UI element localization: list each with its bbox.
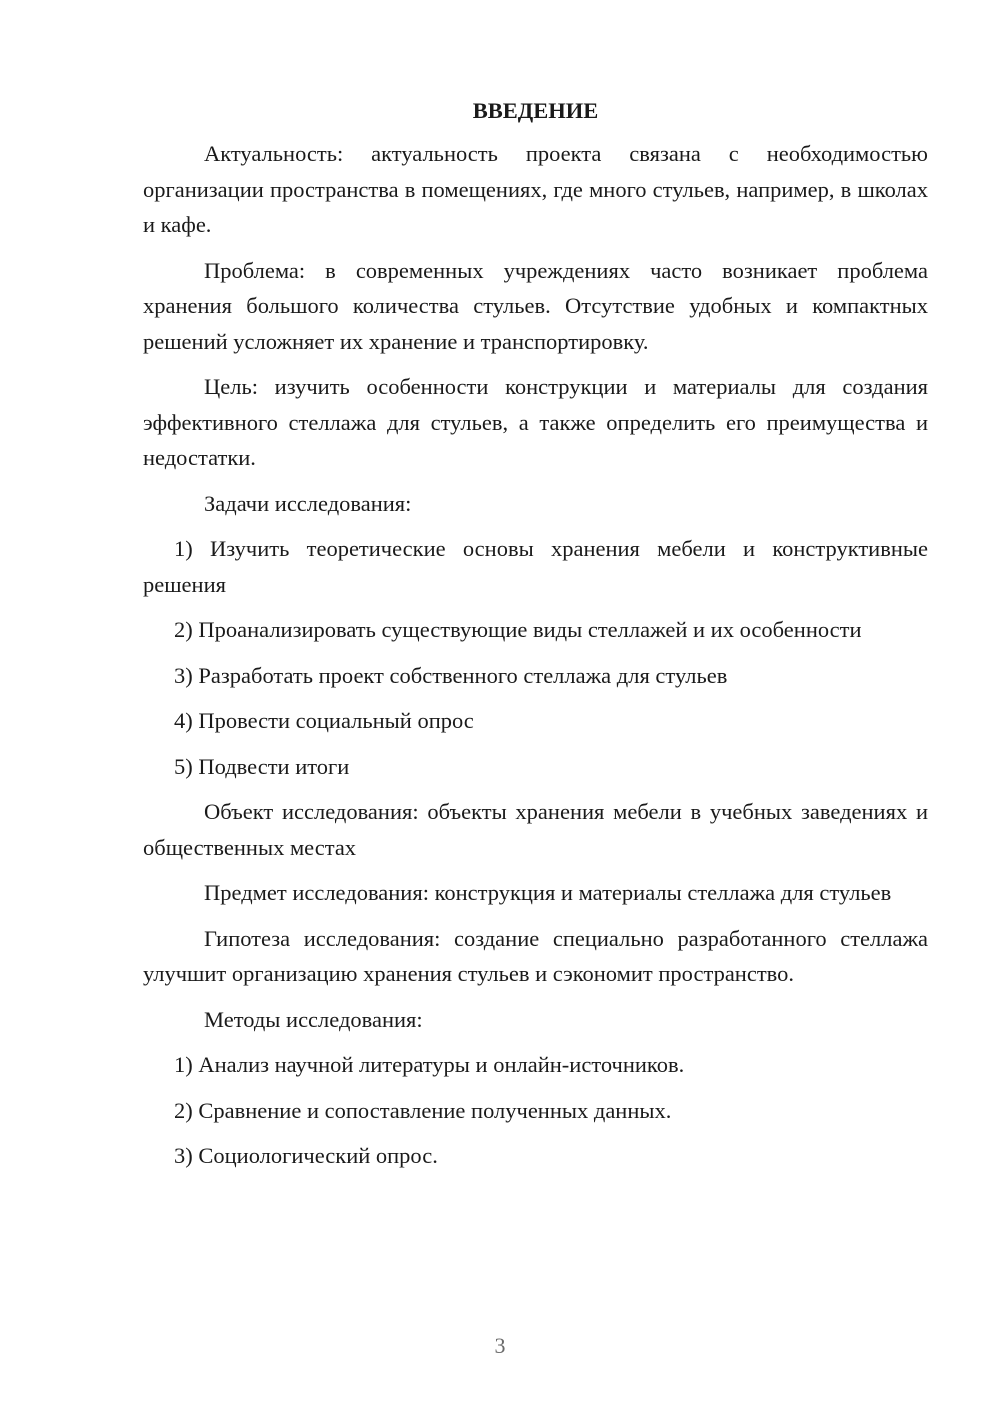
list-item: 4) Провести социальный опрос (174, 708, 474, 733)
methods-list (143, 1047, 928, 1174)
document-body (143, 96, 928, 1184)
list-item: 5) Подвести итоги (174, 753, 350, 779)
document-title: ВВЕДЕНИЕ (472, 98, 599, 123)
tasks-heading: Задачи исследования: (204, 490, 412, 516)
page-number: 3 (494, 1333, 506, 1358)
problem-paragraph: Проблема: в современных учреждениях часто возникает проблема хранения большого количества стульев. Отсутствие удобных и компактных решений усложняет их хранение и транспортировку. (143, 257, 928, 354)
goal-paragraph: Цель: изучить особенности конструкции и материалы для создания эффективного стеллажа для стульев, а также определить его преимущества и недостатки. (143, 374, 928, 470)
methods-heading: Методы исследования: (204, 1006, 423, 1032)
hypothesis-paragraph: Гипотеза исследования: создание специально разработанного стеллажа улучшит организацию хранения стульев и сэкономит пространство. (143, 925, 928, 986)
list-item: 1) Изучить теоретические основы хранения мебели и конструктивные решения (143, 536, 928, 597)
list-item: 2) Сравнение и сопоставление полученных данных. (174, 1097, 672, 1123)
tasks-list (143, 531, 928, 784)
object-paragraph: Объект исследования: объекты хранения мебели в учебных заведениях и общественных местах (143, 799, 928, 860)
subject-paragraph: Предмет исследования: конструкция и материалы стеллажа для стульев (204, 880, 892, 905)
list-item: 3) Разработать проект собственного стеллажа для стульев (174, 662, 728, 688)
list-item: 3) Социологический опрос. (174, 1143, 438, 1168)
list-item: 1) Анализ научной литературы и онлайн-источников. (174, 1052, 685, 1077)
relevance-paragraph: Актуальность: актуальность проекта связана с необходимостью организации пространства в помещениях, где много стульев, например, в школах и кафе. (143, 141, 928, 237)
list-item: 2) Проанализировать существующие виды стеллажей и их особенности (174, 617, 862, 642)
